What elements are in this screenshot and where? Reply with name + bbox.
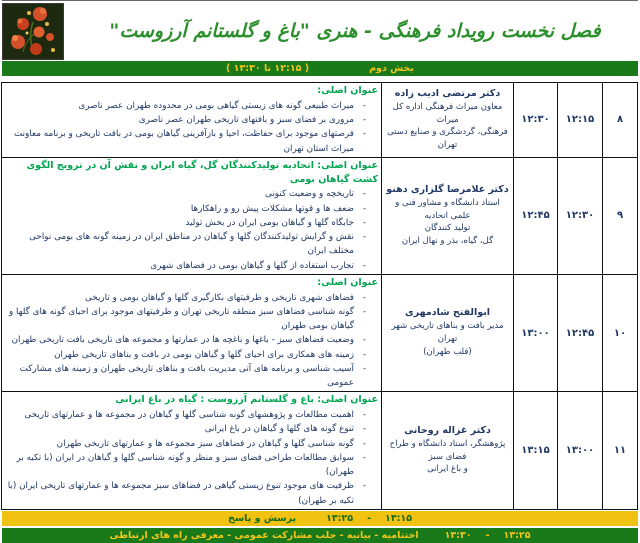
closing-time-range	[445, 530, 531, 541]
speaker-desc-line: تولید کنندگان	[424, 223, 471, 234]
time-from-cell: ۱۳:۰۰	[558, 392, 603, 510]
qa-session-bar	[2, 511, 638, 526]
closing-time-start: ۱۳:۲۵	[503, 529, 531, 541]
topic-label: عنوان اصلی:	[317, 394, 378, 406]
time-to-cell: ۱۲:۳۰	[514, 83, 558, 158]
section-time-range: ( ۱۲:۱۵ تا ۱۳:۳۰ )	[226, 63, 310, 74]
bullet-item: - تجارب استفاده از گلها و گیاهان بومی در فضاهای شهری	[5, 259, 366, 273]
topic-bullets	[5, 99, 366, 156]
bullet-item: - سوابق مطالعات طراحی فضای سبز و منظر و گونه شناسی گلها و گیاهان در ایران (با تکیه بر طهران)	[5, 451, 366, 480]
topic-title: باغ و گلستانم آرزوست : گیاه در باغ ایرانی	[115, 394, 314, 406]
speaker-desc-line: و باغ ایرانی	[427, 464, 468, 475]
bullet-item: - فضاهای شهری تاریخی و ظرفیتهای بکارگیری گلها و گیاهان بومی و تاریخی	[5, 291, 366, 305]
closing-session-bar	[2, 528, 638, 543]
section-label: بخش دوم	[369, 63, 414, 74]
table-row	[2, 157, 638, 274]
speaker-cell	[382, 274, 514, 392]
speaker-cell	[382, 392, 514, 510]
topic-label: عنوان اصلی:	[317, 159, 378, 171]
speaker-desc-line: مدیر بافت و بناهای تاریخی شهر تهران	[391, 321, 504, 345]
speaker-name: ابوالفتح شادمهری	[404, 307, 491, 319]
bullet-item: - ضعف ها و قوتها مشکلات پیش رو و راهکارها	[5, 202, 366, 216]
dash-separator: -	[485, 529, 490, 541]
topic-bullets	[5, 408, 366, 508]
time-to-cell: ۱۳:۰۰	[514, 274, 558, 392]
speaker-desc-line: گل، گیاه، بذر و نهال ایران	[401, 236, 494, 247]
bullet-item: - فرصتهای موجود برای حفاظت، احیا و بازآفرینی گیاهان بومی در بافت تاریخی و برنامه معاونت میراث استان تهران	[5, 127, 366, 156]
closing-time-end: ۱۳:۳۰	[444, 529, 472, 541]
row-number: ۹	[603, 157, 638, 274]
speaker-desc-line: فرهنگی، گردشگری و صنایع دستی تهران	[387, 127, 508, 151]
qa-time-start: ۱۳:۱۵	[385, 512, 413, 524]
qa-time-end: ۱۳:۲۵	[326, 512, 354, 524]
qa-time-range	[326, 513, 412, 524]
time-from-cell: ۱۲:۱۵	[558, 83, 603, 158]
qa-label: پرسش و پاسخ	[227, 512, 297, 524]
topic-cell	[2, 157, 382, 274]
row-number: ۱۰	[603, 274, 638, 392]
table-row	[2, 83, 638, 158]
speaker-desc-line: پژوهشگر، استاد دانشگاه و طراح فضای سبز	[389, 438, 506, 462]
topic-bullets	[5, 187, 366, 273]
bullet-item: - مروری بر فضای سبز و بافتهای تاریخی طهران عصر ناصری	[5, 113, 366, 127]
bullet-item: - گونه شناسی گلها و گیاهان در فضاهای سبز مجموعه ها و عمارتهای تاریخی طهران	[5, 437, 366, 451]
schedule-table	[1, 82, 638, 510]
topic-title: اتحادیه تولیدکنندگان گل، گیاه ایران و نقش آن در ترویج الگوی کشت گیاهان بومی	[26, 159, 378, 185]
speaker-desc-line: (قلب طهران)	[423, 346, 472, 357]
section-bar	[2, 61, 638, 76]
bullet-item: - زمینه های همکاری برای احیای گلها و گیاهان بومی در بافت و بناهای تاریخی طهران	[5, 348, 366, 362]
floral-artwork-icon	[3, 4, 63, 59]
bullet-item: - آسیب شناسی و برنامه های آتی مدیریت بافت و بناهای تاریخی طهران و زمینه های مشارکت عمومی	[5, 362, 366, 391]
speaker-name: دکتر مرتضی ادیب زاده	[394, 87, 501, 99]
table-row	[2, 274, 638, 392]
event-logo	[2, 3, 64, 60]
dash-separator: -	[367, 512, 372, 524]
topic-label: عنوان اصلی:	[317, 85, 378, 96]
bullet-item: - اهمیت مطالعات و پژوهشهای گونه شناسی گلها و گیاهان در مجموعه ها و عمارتهای تاریخی	[5, 408, 366, 422]
bullet-item: - گونه شناسی فضاهای سبز منطقه تاریخی تهران و ظرفیتهای موجود برای احیای گونه های گلها و گیاهان بومی طهران	[5, 305, 366, 334]
speaker-cell	[382, 83, 514, 158]
topic-label: عنوان اصلی:	[317, 276, 378, 288]
speaker-desc-line: معاون میراث فرهنگی اداره کل میراث	[392, 101, 503, 125]
time-to-cell: ۱۳:۱۵	[514, 392, 558, 510]
row-number: ۱۱	[603, 392, 638, 510]
topic-cell	[2, 274, 382, 392]
bullet-item: - تاریخچه و وضعیت کنونی	[5, 187, 366, 201]
bullet-item: - میراث طبیعی گونه های زیستی گیاهی بومی در محدوده طهران عصر ناصری	[5, 99, 366, 113]
bullet-item: - تنوع گونه های گلها و گیاهان در باغ ایرانی	[5, 422, 366, 436]
speaker-name: دکتر غزاله روحانی	[404, 424, 491, 436]
page-title: فصل نخست رویداد فرهنگی - هنری "باغ و گلستانم آرزوست"	[109, 20, 601, 42]
row-number: ۸	[603, 83, 638, 158]
program-page	[2, 0, 638, 543]
topic-cell	[2, 392, 382, 510]
time-from-cell: ۱۲:۳۰	[558, 157, 603, 274]
closing-label: اختتامیه - بیانیه - جلب مشارکت عمومی - معرفی راه های ارتباطی	[109, 529, 419, 541]
page-header	[2, 0, 638, 61]
speaker-name: دکتر غلامرضا گلزاری دهنو	[386, 183, 509, 195]
bullet-item: - وضعیت فضاهای سبز - باغها و باغچه ها در عمارتها و مجموعه های تاریخی بافت تاریخی طهران	[5, 333, 366, 347]
speaker-cell	[382, 157, 514, 274]
bullet-item: - ظرفیت های موجود تنوع زیستی گیاهی در فضاهای سبز مجموعه ها و عمارتهای تاریخی ایران (با تکیه بر طهران)	[5, 479, 366, 508]
time-from-cell: ۱۲:۴۵	[558, 274, 603, 392]
bullet-item: - نقش و گرایش تولیدکنندگان گلها و گیاهان در مناطق ایران در زمینه گونه های بومی نواحی مختلف ایران	[5, 230, 366, 259]
topic-cell	[2, 83, 382, 158]
table-row	[2, 392, 638, 510]
topic-bullets	[5, 291, 366, 391]
time-to-cell: ۱۲:۴۵	[514, 157, 558, 274]
bullet-item: - جایگاه گلها و گیاهان بومی ایران در بخش تولید	[5, 216, 366, 230]
speaker-desc-line: استاد دانشگاه و مشاور فنی و علمی اتحادیه	[395, 197, 500, 221]
